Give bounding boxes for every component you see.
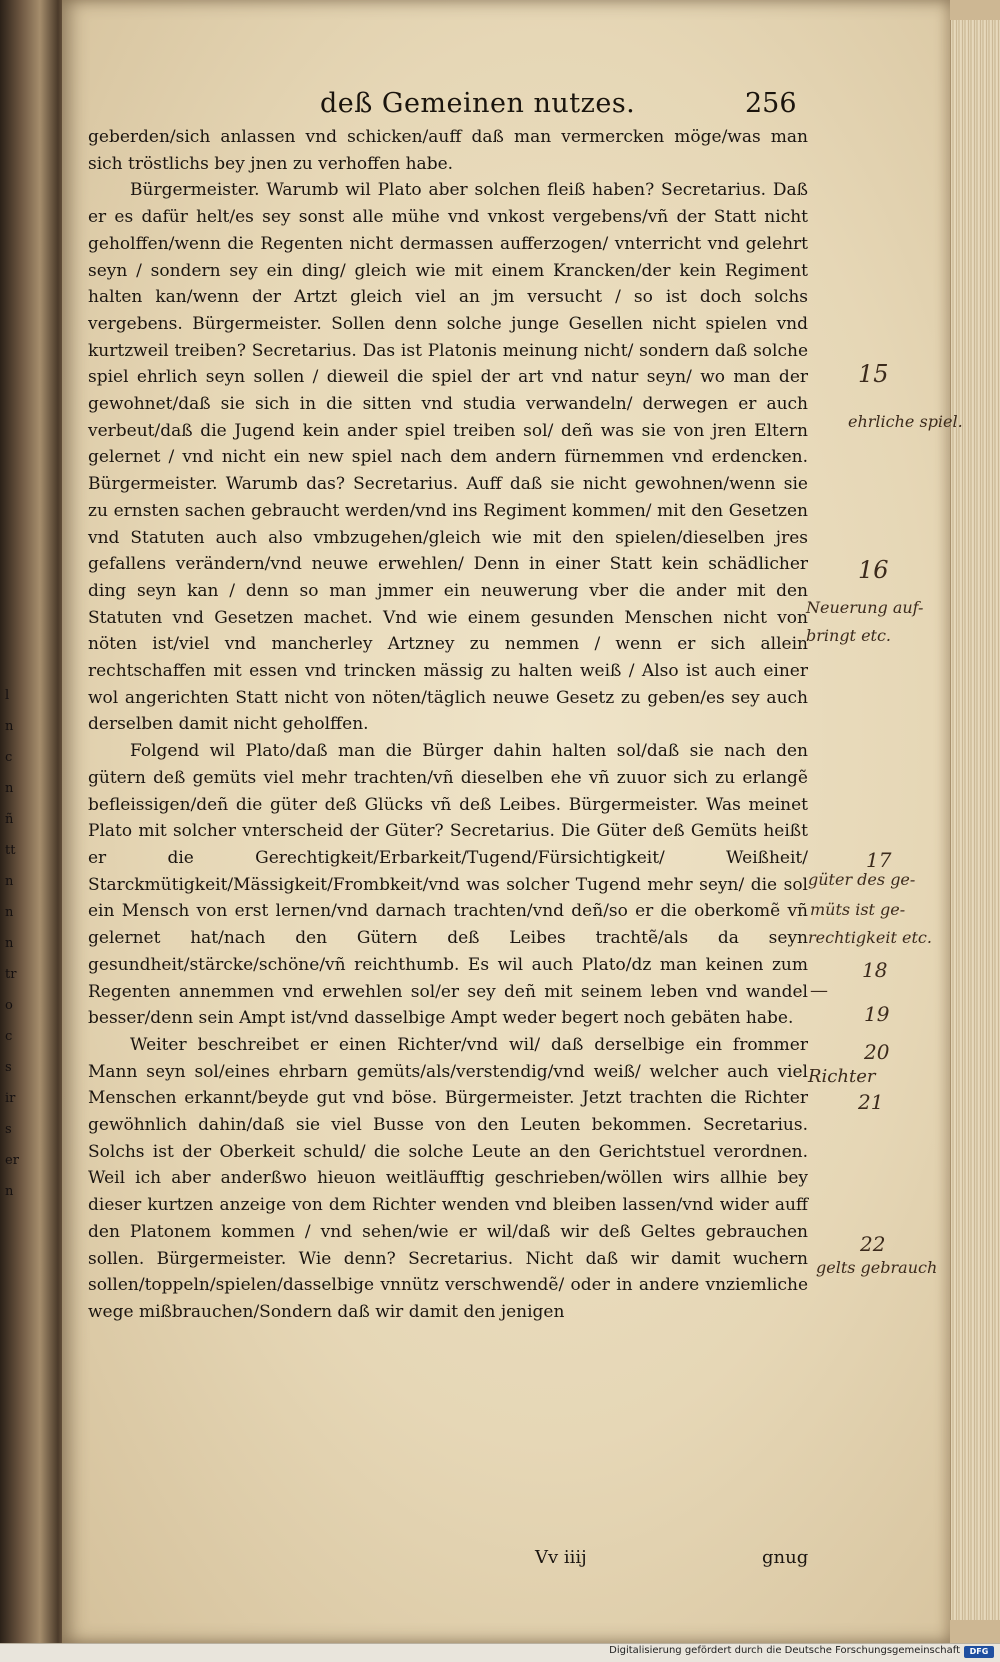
margin-note-number: 21 [858,1090,884,1114]
catchword: gnug [762,1547,809,1568]
facing-page-fragment: s [5,1122,12,1137]
digitization-credit: Digitalisierung gefördert durch die Deutsche Forschungsgemeinschaft [609,1645,960,1656]
facing-page-fragment: s [5,1060,12,1075]
facing-page-fragment: n [5,936,14,951]
facing-page-fragment: n [5,781,14,796]
margin-note-number: 17 [866,848,892,872]
margin-note: müts ist ge- [810,900,906,919]
margin-note: güter des ge- [808,870,916,889]
signature-mark: Vv iiij [535,1547,587,1568]
margin-dash: — [810,980,828,1001]
facing-page-fragment: n [5,1184,14,1199]
facing-page-fragment: tt [5,843,16,858]
margin-note: Neuerung auf- [806,598,924,617]
margin-note: rechtigkeit etc. [808,928,932,947]
facing-page-fragment: c [5,1029,13,1044]
running-title: deß Gemeinen nutzes. [320,88,636,119]
margin-note-number: 16 [858,556,889,584]
margin-note: ehrliche spiel. [848,412,963,431]
facing-page-fragment: ñ [5,812,14,827]
facing-page-fragment: n [5,905,14,920]
margin-note-number: 20 [864,1040,890,1064]
facing-page-fragment: o [5,998,13,1013]
margin-note: bringt etc. [806,626,892,645]
paragraph: Weiter beschreibet er einen Richter/vnd wil/ daß derselbige ein frommer Mann seyn sol/eines ehrbarn gemüts/als/verstendig/vnd weiß/ welcher auch viel Menschen erkannt/beyde gut vnd böse. Bürgermeister. Jetzt trachten die Richter gewöhnlich dahin/daß sie viel Busse von den Leuten bekommen. Secretarius. Solchs ist der Oberkeit schuld/ die solche Leute an den Gerichtstuel verordnen. Weil ich aber anderßwo hieuon weitläufftig geschrieben/wöllen wirs allhie bey dieser kurtzen anzeige von dem Richter wenden vnd bleiben lassen/vnd wider auff den Platonem kommen / vnd sehen/wie er wil/daß wir deß Geltes gebrauchen sollen. Bürgermeister. Wie denn? Secretarius. Nicht daß wir damit wuchern sollen/toppeln/spielen/dasselbige vnnütz verschwendẽ/ oder in andere vnziemliche wege mißbrauchen/Sondern daß wir damit den jenigen [88,1034,808,1322]
margin-note-number: 22 [860,1232,886,1256]
facing-page-fragments [5,680,19,1207]
facing-page-fragment: n [5,874,14,889]
dfg-logo: DFG [964,1646,994,1658]
paragraph: geberden/sich anlassen vnd schicken/auff daß man vermercken möge/was man sich tröstlichs bey jnen zu verhoffen habe. [88,127,808,174]
facing-page-fragment: ir [5,1091,16,1106]
margin-note-number: 15 [858,360,889,388]
facing-page-fragment: er [5,1153,19,1168]
margin-note-number: 18 [862,958,888,982]
page-number: 256 [745,88,797,119]
facing-page-fragment: c [5,750,13,765]
facing-page-fragment: l [5,688,10,703]
facing-page-fragment: tr [5,967,17,982]
page-edges [950,20,1000,1620]
margin-note-number: 19 [864,1002,890,1026]
paragraph: Folgend wil Plato/daß man die Bürger dahin halten sol/daß sie nach den gütern deß gemüts viel mehr trachten/vñ dieselben ehe vñ zuuor sich zu erlangẽ befleissigen/deñ die güter deß Glücks vñ deß Leibes. Bürgermeister. Was meinet Plato mit solcher vnterscheid der Güter? Secretarius. Die Güter deß Gemüts heißt er die Gerechtigkeit/Erbarkeit/Tugend/Fürsichtigkeit/ Weißheit/ Starckmütigkeit/Mässigkeit/Frombkeit/vnd was solcher Tugend mehr seyn/ die sol ein Mensch von erst lernen/vnd darnach trachten/vnd deñ/so er die oberkomẽ vñ gelernet hat/nach den Gütern deß Leibes trachtẽ/als da seyn gesundheit/stärcke/schöne/vñ reichthumb. Es wil auch Plato/dz man keinen zum Regenten annemmen vnd erwehlen sol/er sey deñ mit seinem leben vnd wandel besser/denn sein Ampt ist/vnd dasselbige Ampt weder begert noch gebäten habe. [88,741,808,1029]
paragraph: Bürgermeister. Warumb wil Plato aber solchen fleiß haben? Secretarius. Daß er es dafür helt/es sey sonst alle mühe vnd vnkost vergebens/vñ der Statt nicht geholffen/wenn die Regenten nicht dermassen aufferzogen/ vnterricht vnd gelehrt seyn / sondern sey ein ding/ gleich wie mit einem Krancken/der kein Regiment halten kan/wenn der Artzt gleich viel an jm versucht / so ist doch solchs vergebens. Bürgermeister. Sollen denn solche junge Gesellen nicht spielen vnd kurtzweil treiben? Secretarius. Das ist Platonis meinung nicht/ sondern daß solche spiel ehrlich seyn sollen / dieweil die spiel der art vnd natur seyn/ wo man der gewohnet/daß sie sich in die sitten vnd studia verwandeln/ derwegen er auch verbeut/daß die Jugend kein ander spiel treiben sol/ deñ was sie von jren Eltern gelernet / vnd nicht ein new spiel nach dem andern fürnemmen vnd erdencken. Bürgermeister. Warumb das? Secretarius. Auff daß sie nicht gewohnen/wenn sie zu ernsten sachen gebraucht werden/vnd ins Regiment kommen/ mit den Gesetzen vnd Statuten auch also vmbzugehen/gleich wie mit den spielen/dieselben jres gefallens verändern/vnd neuwe erwehlen/ Denn in einer Statt kein schädlicher ding seyn kan / denn so man jmmer ein neuwerung vber die ander mit den Statuten vnd Gesetzen machet. Vnd wie einem gesunden Menschen nicht von nöten ist/viel vnd mancherley Artzney zu nemmen / wenn er sich allein rechtschaffen mit essen vnd trincken mässig zu halten weiß / Also ist auch einer wol angerichten Statt nicht von nöten/täglich neuwe Gesetz zu geben/es sey auch derselben damit nicht geholffen. [88,180,808,735]
margin-note: Richter [808,1066,876,1087]
margin-note: gelts gebrauch [816,1258,938,1277]
main-text [88,124,808,1326]
facing-page-fragment: n [5,719,14,734]
